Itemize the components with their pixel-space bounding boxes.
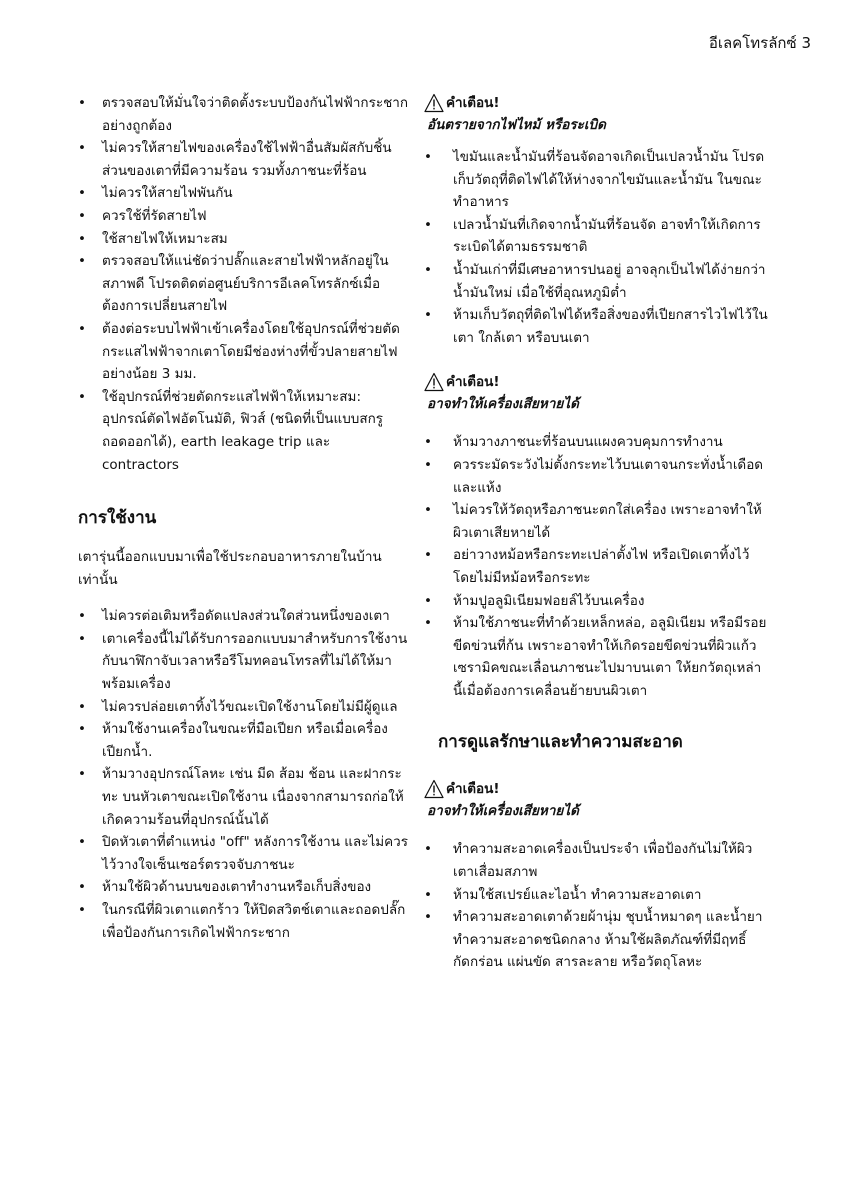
- list-item: • ไม่ควรต่อเติมหรือดัดแปลงส่วนใดส่วนหนึ่งของเตา: [78, 605, 408, 628]
- warning-title: คำเตือน!: [446, 781, 500, 798]
- list-item: • ควรใช้ที่รัดสายไฟ: [78, 205, 408, 228]
- usage-list: [78, 605, 408, 944]
- list-item: • ไม่ควรให้สายไฟพันกัน: [78, 182, 408, 205]
- warning-title: คำเตือน!: [446, 374, 500, 391]
- list-item: • เปลวน้ำมันที่เกิดจากน้ำมันที่ร้อนจัด อาจทำให้เกิดการระเบิดได้ตามธรรมชาติ: [424, 214, 769, 259]
- list-item: • ใช้สายไฟให้เหมาะสม: [78, 228, 408, 251]
- warning-triangle-icon: [424, 779, 444, 799]
- list-item: • ห้ามใช้ผิวด้านบนของเตาทำงานหรือเก็บสิ่งของ: [78, 876, 408, 899]
- list-item: • ทำความสะอาดเครื่องเป็นประจำ เพื่อป้องกันไม่ให้ผิวเตาเสื่อมสภาพ: [424, 838, 769, 883]
- care-warning: [424, 778, 769, 974]
- warning-title-row: [424, 92, 769, 114]
- list-item: • เตาเครื่องนี้ไม่ได้รับการออกแบบมาสำหรับการใช้งานกับนาฬิกาจับเวลาหรือรีโมทคอนโทรลที่ไม่ได้ให้มาพร้อมเครื่อง: [78, 628, 408, 696]
- right-column: [424, 92, 769, 974]
- fire-warning: [424, 92, 769, 349]
- list-item: • ห้ามใช้ภาชนะที่ทำด้วยเหล็กหล่อ, อลูมิเนียม หรือมีรอยขีดข่วนที่ก้น เพราะอาจทำให้เกิดรอยขีดข่วนที่ผิวแก้วเซรามิคขณะเลื่อนภาชนะไปมาบนเตา ให้ยกวัตถุเหล่านี้เมื่อต้องการเคลื่อนย้ายบนผิวเตา: [424, 612, 769, 702]
- warning-subtitle: อันตรายจากไฟไหม้ หรือระเบิด: [427, 117, 606, 133]
- warning-triangle-icon: [424, 93, 444, 113]
- list-item: • ทำความสะอาดเตาด้วยผ้านุ่ม ชุบน้ำหมาดๆ และน้ำยาทำความสะอาดชนิดกลาง ห้ามใช้ผลิตภัณฑ์ที่มีฤทธิ์กัดกร่อน แผ่นขัด สารละลาย หรือวัตถุโลหะ: [424, 906, 769, 974]
- list-item: • ไม่ควรปล่อยเตาทิ้งไว้ขณะเปิดใช้งานโดยไม่มีผู้ดูแล: [78, 696, 408, 719]
- warning-title-row: [424, 778, 769, 800]
- list-item: • ไม่ควรให้สายไฟของเครื่องใช้ไฟฟ้าอื่นสัมผัสกับชิ้นส่วนของเตาที่มีความร้อน รวมทั้งภาชนะที่ร้อน: [78, 137, 408, 182]
- left-column: [78, 92, 408, 944]
- list-item: • ในกรณีที่ผิวเตาแตกร้าว ให้ปิดสวิตช์เตาและถอดปลั๊ก เพื่อป้องกันการเกิดไฟฟ้ากระชาก: [78, 899, 408, 944]
- list-item: • ไม่ควรให้วัตถุหรือภาชนะตกใส่เครื่อง เพราะอาจทำให้ผิวเตาเสียหายได้: [424, 499, 769, 544]
- list-item: • ใช้อุปกรณ์ที่ช่วยตัดกระแสไฟฟ้าให้เหมาะสม: อุปกรณ์ตัดไฟอัตโนมัติ, ฟิวส์ (ชนิดที่เป็นแบบสกรู ถอดออกได้), earth leakage trip และ contractors: [78, 386, 408, 476]
- list-item: • ปิดหัวเตาที่ตำแหน่ง "off" หลังการใช้งาน และไม่ควรไว้วางใจเซ็นเซอร์ตรวจจับภาชนะ: [78, 831, 408, 876]
- list-item: • ห้ามเก็บวัตถุที่ติดไฟได้หรือสิ่งของที่เปียกสารไวไฟไว้ในเตา ใกล้เตา หรือบนเตา: [424, 304, 769, 349]
- warning-subtitle: อาจทำให้เครื่องเสียหายได้: [427, 396, 579, 413]
- usage-heading: การใช้งาน: [78, 508, 157, 529]
- list-item: • ห้ามใช้งานเครื่องในขณะที่มือเปียก หรือเมื่อเครื่องเปียกน้ำ.: [78, 718, 408, 763]
- list-item: • ไขมันและน้ำมันที่ร้อนจัดอาจเกิดเป็นเปลวน้ำมัน โปรดเก็บวัตถุที่ติดไฟได้ให้ห่างจากไขมันและน้ำมัน ในขณะทำอาหาร: [424, 146, 769, 214]
- fire-warning-list: [424, 146, 769, 349]
- warning-title-row: [424, 371, 769, 393]
- care-heading: การดูแลรักษาและทำความสะอาด: [438, 732, 683, 753]
- damage-warning-list: [424, 431, 769, 702]
- page-header: อีเลคโทรลักซ์ 3: [708, 34, 811, 52]
- list-item: • น้ำมันเก่าที่มีเศษอาหารปนอยู่ อาจลุกเป็นไฟได้ง่ายกว่าน้ำมันใหม่ เมื่อใช้ที่อุณหภูมิต่ำ: [424, 259, 769, 304]
- list-item: • ห้ามวางอุปกรณ์โลหะ เช่น มีด ส้อม ช้อน และฝากระทะ บนหัวเตาขณะเปิดใช้งาน เนื่องจากสามารถก่อให้เกิดความร้อนที่อุปกรณ์นั้นได้: [78, 763, 408, 831]
- usage-intro: เตารุ่นนี้ออกแบบมาเพื่อใช้ประกอบอาหารภายในบ้านเท่านั้น: [78, 549, 382, 588]
- list-item: • ห้ามวางภาชนะที่ร้อนบนแผงควบคุมการทำงาน: [424, 431, 769, 454]
- list-item: • ห้ามใช้สเปรย์และไอน้ำ ทำความสะอาดเตา: [424, 884, 769, 907]
- list-item: • ตรวจสอบให้แน่ชัดว่าปลั๊กและสายไฟฟ้าหลักอยู่ในสภาพดี โปรดติดต่อศูนย์บริการอีเลคโทรลักซ์เมื่อต้องการเปลี่ยนสายไฟ: [78, 250, 408, 318]
- warning-triangle-icon: [424, 372, 444, 392]
- list-item: • ห้ามปูอลูมิเนียมฟอยล์ไว้บนเครื่อง: [424, 590, 769, 613]
- warning-subtitle: อาจทำให้เครื่องเสียหายได้: [427, 803, 579, 820]
- warning-title: คำเตือน!: [446, 95, 500, 111]
- list-item: • ควรระมัดระวังไม่ตั้งกระทะไว้บนเตาจนกระทั่งน้ำเดือดและแห้ง: [424, 454, 769, 499]
- list-item: • อย่าวางหม้อหรือกระทะเปล่าตั้งไฟ หรือเปิดเตาทิ้งไว้โดยไม่มีหม้อหรือกระทะ: [424, 544, 769, 589]
- damage-warning: [424, 371, 769, 702]
- list-item: • ต้องต่อระบบไฟฟ้าเข้าเครื่องโดยใช้อุปกรณ์ที่ช่วยตัดกระแสไฟฟ้าจากเตาโดยมีช่องห่างที่ขั้วปลายสายไฟอย่างน้อย 3 มม.: [78, 318, 408, 386]
- list-item: • ตรวจสอบให้มั่นใจว่าติดตั้งระบบป้องกันไฟฟ้ากระชากอย่างถูกต้อง: [78, 92, 408, 137]
- electrical-safety-list: [78, 92, 408, 476]
- care-warning-list: [424, 838, 769, 974]
